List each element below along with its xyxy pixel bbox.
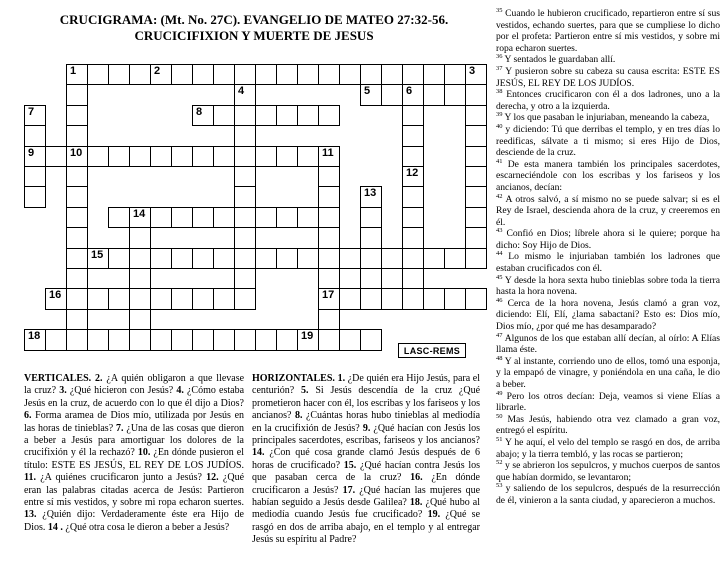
crossword-cell[interactable] [402,227,424,248]
crossword-cell[interactable] [234,146,256,167]
crossword-cell[interactable] [171,288,193,309]
crossword-cell[interactable] [213,248,235,269]
crossword-cell[interactable] [465,166,487,187]
crossword-cell[interactable] [360,248,382,269]
verse [496,298,720,333]
crossword-cell[interactable] [318,186,340,207]
verse-number: 48 [496,354,503,362]
crossword-cell[interactable] [234,248,256,269]
crossword-cell[interactable] [381,288,403,309]
verse-text: Y sentados le guardaban allí. [502,54,616,66]
clue-number: 5. [301,385,309,397]
verse-text: Y al instante, corriendo uno de ellos, tomó una esponja, y la empapó de vinagre, y poniéndola en una caña, le dio a beber. [496,355,720,390]
crossword-cell[interactable] [234,268,256,289]
crossword-cell[interactable] [318,166,340,187]
crossword-clue-number: 14 [133,207,146,220]
crossword-clue-number: 6 [406,85,413,98]
crossword-cell[interactable] [213,105,235,126]
verse-text: Algunos de los que estaban allí decían, al oírlo: A Elías llama éste. [496,332,720,356]
clue-text: ¿En dónde crucificaron a Jesús? [252,472,480,496]
verse-number: 37 [496,64,503,72]
verse-text: Cuando le hubieron crucificado, repartieron entre sí sus vestidos, echando suertes, para que se cumpliese lo dicho por el profeta: Partieron entre sí mis vestidos, y sobre mi ropa echaron suertes. [496,8,720,54]
verse-number: 51 [496,435,503,443]
verse [496,460,720,483]
crossword-cell[interactable] [402,248,424,269]
clue-text: ¿Una de las cosas que dieron a beber a Jesús para amortiguar los dolores de la crucifixión y él la rechazó? [24,422,245,459]
crossword-cell[interactable] [318,309,340,330]
verse-text: y saliendo de los sepulcros, después de la resurrección de él, vinieron a la santa ciudad, y aparecieron a muchos. [496,483,720,506]
crossword-cell[interactable] [66,288,88,309]
crossword-cell[interactable] [234,105,256,126]
clue-text: ¿En dónde pusieron el título: ESTE ES JESÚS, EL REY DE LOS JUDÍOS. [24,447,245,471]
crossword-cell[interactable] [339,329,361,350]
clue-number: 15. [343,459,357,471]
crossword-cell[interactable] [66,309,88,330]
crossword-cell[interactable] [255,146,277,167]
clue-number: 14 . [47,521,63,533]
crossword-clue-number: 5 [364,85,371,98]
crossword-cell[interactable] [339,64,361,85]
crossword-clue-number: 12 [406,167,419,179]
clue-number: 2. [95,373,103,384]
publisher-logo: LASC-REMS [398,343,466,358]
crossword-cell[interactable] [255,329,277,350]
crossword-cell[interactable] [234,64,256,85]
crossword-cell[interactable] [465,186,487,207]
verse-text: Y los que pasaban le injuriaban, meneando la cabeza, [502,112,710,124]
clue-number: 1. [337,373,346,384]
clue-text: ¿Qué eran las palabras citadas acerca de Jesús: Partieron entre sí mis vestidos, y sobre mi ropa echaron suertes. [24,472,245,509]
crossword-cell[interactable] [402,146,424,167]
crossword-cell[interactable] [318,268,340,289]
crossword-cell[interactable] [45,329,67,350]
crossword-cell[interactable] [360,186,382,207]
verse-text: Y he aquí, el velo del templo se rasgó en dos, de arriba abajo; y la tierra tembló, y las rocas se partieron; [496,436,720,460]
crossword-cell[interactable] [213,146,235,167]
crossword-cell[interactable] [402,288,424,309]
verse [496,437,720,460]
verse-text: Mas Jesús, habiendo otra vez clamado a gran voz, entregó el espíritu. [496,413,720,437]
crossword-cell[interactable] [87,146,109,167]
crossword-cell[interactable] [423,288,445,309]
clue-number: 3. [59,385,67,397]
crossword-clue-number: 8 [196,105,203,118]
crossword-cell[interactable] [276,146,298,167]
crossword-cell[interactable] [129,268,151,289]
crossword-cell[interactable] [108,329,130,350]
crossword-cell[interactable] [87,329,109,350]
crossword-cell[interactable] [318,248,340,269]
crossword-cell[interactable] [129,248,151,269]
crossword-cell[interactable] [87,248,109,269]
crossword-cell[interactable] [24,105,46,126]
verse-number: 40 [496,122,503,130]
clue-number: 16. [410,472,423,484]
crossword-cell[interactable] [423,84,445,105]
crossword-grid [24,64,488,350]
crossword-cell[interactable] [234,227,256,248]
clue-text: ¿Qué hacían con Jesús los principales sacerdotes, escribas, fariseos y los ancianos? [252,422,481,447]
clue-number: 11. [24,472,36,484]
crossword-cell[interactable] [192,288,214,309]
crossword-cell[interactable] [87,64,109,85]
verse-number: 45 [496,273,503,281]
crossword-cell[interactable] [255,248,277,269]
clue-text: ¿Qué otra cosa le dieron a beber a Jesús? [65,521,230,533]
crossword-cell[interactable] [150,329,172,350]
clue-text: Si Jesús descendía de la cruz ¿Qué prometieron hacer con él, los escribas y los fariseos y los ancianos? [252,385,481,422]
crossword-cell[interactable] [360,288,382,309]
worksheet-title: CRUCIGRAMA: (Mt. No. 27C). EVANGELIO DE MATEO 27:32-56. [59,12,449,27]
verse-text: Entonces crucificaron con él a dos ladrones, uno a la derecha, y otro a la izquierda. [496,89,720,112]
verse-number: 39 [496,111,503,119]
crossword-cell[interactable] [297,248,319,269]
crossword-cell[interactable] [24,186,46,207]
verse-text: Lo mismo le injuriaban también los ladrones que estaban crucificados con él. [496,251,720,275]
verse [496,54,720,66]
crossword-cell[interactable] [276,207,298,228]
verse [496,333,720,356]
crossword-cell[interactable] [150,248,172,269]
crossword-cell[interactable] [465,248,487,269]
crossword-cell[interactable] [66,105,88,126]
crossword-cell[interactable] [234,207,256,228]
verse [496,275,720,298]
crossword-cell[interactable] [444,248,466,269]
crossword-cell[interactable] [234,84,256,105]
verse-number: 46 [496,296,503,304]
crossword-cell[interactable] [318,207,340,228]
crossword-cell[interactable] [360,207,382,228]
crossword-cell[interactable] [24,146,46,167]
crossword-cell[interactable] [297,105,319,126]
crossword-cell[interactable] [108,146,130,167]
crossword-cell[interactable] [213,329,235,350]
crossword-cell[interactable] [234,288,256,309]
crossword-cell[interactable] [318,227,340,248]
verse [496,356,720,391]
crossword-cell[interactable] [360,268,382,289]
crossword-cell[interactable] [402,268,424,289]
crossword-cell[interactable] [171,64,193,85]
crossword-cell[interactable] [465,227,487,248]
verse-number: 35 [496,6,503,14]
crossword-cell[interactable] [234,186,256,207]
verse-number: 47 [496,331,503,339]
crossword-cell[interactable] [24,329,46,350]
crossword-cell[interactable] [465,125,487,146]
clue-number: 10. [137,447,151,459]
clue-number: 14. [252,447,265,459]
verse-text: Confió en Dios; líbrele ahora si le quiere; porque ha dicho: Soy Hijo de Dios. [496,228,720,251]
verse-text: y se abrieron los sepulcros, y muchos cuerpos de santos que habían dormido, se levantaron; [496,460,720,483]
crossword-cell[interactable] [171,146,193,167]
crossword-cell[interactable] [465,288,487,309]
crossword-clue-number: 2 [154,65,161,77]
crossword-cell[interactable] [297,64,319,85]
crossword-cell[interactable] [402,207,424,228]
crossword-cell[interactable] [318,288,340,309]
verse [496,414,720,437]
crossword-cell[interactable] [360,227,382,248]
verse [496,251,720,274]
crossword-clue-number: 4 [238,85,245,98]
verse-text: Y desde la hora sexta hubo tinieblas sobre toda la tierra hasta la hora novena. [496,274,720,298]
crossword-cell[interactable] [171,329,193,350]
crossword-clue-number: 10 [70,146,83,159]
crossword-cell[interactable] [66,84,88,105]
clue-text: Forma aramea de Dios mío, utilizada por Jesús en las horas de tinieblas? [24,410,245,434]
clue-text: ¿Qué hacían las mujeres que habían seguido a Jesús desde Galilea? [252,484,481,509]
crossword-cell[interactable] [444,288,466,309]
crossword-cell[interactable] [234,329,256,350]
verse-number: 49 [496,389,503,397]
crossword-cell[interactable] [129,207,151,228]
clue-text: ¿A quién obligaron a que llevase la cruz? [24,373,245,397]
verse [496,8,720,54]
clue-heading: HORIZONTALES. [252,373,335,384]
crossword-cell[interactable] [66,248,88,269]
crossword-cell[interactable] [129,309,151,330]
verse-number: 42 [496,192,503,200]
clue-heading: VERTICALES. [24,373,92,384]
crossword-cell[interactable] [234,125,256,146]
crossword-cell[interactable] [87,288,109,309]
verse [496,124,720,159]
verse-number: 53 [496,482,503,490]
crossword-cell[interactable] [150,64,172,85]
crossword-cell[interactable] [444,64,466,85]
crossword-cell[interactable] [339,248,361,269]
verse-number: 44 [496,250,503,258]
crossword-cell[interactable] [129,64,151,85]
crossword-cell[interactable] [297,207,319,228]
crossword-cell[interactable] [66,207,88,228]
crossword-cell[interactable] [276,329,298,350]
crossword-cell[interactable] [339,288,361,309]
crossword-cell[interactable] [192,64,214,85]
crossword-clue-number: 19 [301,330,314,343]
verse [496,483,720,506]
crossword-cell[interactable] [234,166,256,187]
crossword-cell[interactable] [66,186,88,207]
crossword-cell[interactable] [66,125,88,146]
verse-text: Cerca de la hora novena, Jesús clamó a gran voz, diciendo: Elí, Elí, ¿lama sabactani? Esto es: Dios mío, Dios mío, ¿por qué me has desamparado? [496,297,720,333]
crossword-cell[interactable] [423,64,445,85]
verse [496,228,720,251]
crossword-cell[interactable] [465,146,487,167]
crossword-cell[interactable] [45,146,67,167]
clue-text: ¿De quién era Hijo Jesús, para el centurión? [252,373,481,397]
crossword-cell[interactable] [171,207,193,228]
verse [496,66,720,89]
crossword-cell[interactable] [423,248,445,269]
crossword-cell[interactable] [192,329,214,350]
crossword-cell[interactable] [402,125,424,146]
crossword-cell[interactable] [402,186,424,207]
crossword-cell[interactable] [45,288,67,309]
crossword-cell[interactable] [150,207,172,228]
verse [496,391,720,414]
horizontal-clues [252,373,480,547]
crossword-cell[interactable] [360,329,382,350]
crossword-clue-number: 13 [364,187,377,200]
crossword-cell[interactable] [150,288,172,309]
clue-number: 7. [116,422,124,434]
crossword-cell[interactable] [381,248,403,269]
crossword-cell[interactable] [276,64,298,85]
verse [496,89,720,112]
crossword-cell[interactable] [24,125,46,146]
crossword-cell[interactable] [66,166,88,187]
verse-number: 52 [496,458,503,466]
crossword-cell[interactable] [318,105,340,126]
clue-number: 17. [342,484,356,496]
crossword-cell[interactable] [192,207,214,228]
crossword-cell[interactable] [465,105,487,126]
crossword-clue-number: 7 [28,105,35,118]
crossword-clue-number: 15 [91,248,104,261]
crossword-cell[interactable] [192,105,214,126]
clue-text: ¿Qué se rasgó en dos de arriba abajo, en el templo y al entregar Jesús su espíritu al Padre? [252,509,481,546]
clue-number: 13. [24,509,37,521]
crossword-cell[interactable] [192,248,214,269]
crossword-clue-number: 11 [322,146,334,159]
clue-text: ¿Qué hubo al mediodía cuando Jesús fue crucificado? [252,497,481,521]
crossword-cell[interactable] [360,64,382,85]
verse-number: 43 [496,227,503,235]
verse [496,159,720,194]
crossword-cell[interactable] [360,84,382,105]
crossword-cell[interactable] [465,84,487,105]
verse [496,194,720,229]
crossword-cell[interactable] [192,146,214,167]
clue-text: ¿Quién dijo: Verdaderamente éste era Hijo de Dios. [24,509,245,533]
crossword-cell[interactable] [318,64,340,85]
crossword-cell[interactable] [444,84,466,105]
crossword-clue-number: 16 [49,289,62,302]
crossword-clue-number: 17 [322,289,335,302]
crossword-cell[interactable] [465,207,487,228]
verse-text: y diciendo: Tú que derribas el templo, y en tres días lo reedificas, sálvate a ti mismo; si eres Hijo de Dios, desciende de la cruz. [496,123,720,159]
verse-number: 36 [496,53,503,61]
crossword-cell[interactable] [381,84,403,105]
crossword-cell[interactable] [255,207,277,228]
crossword-cell[interactable] [213,288,235,309]
clue-number: 4. [176,385,184,397]
crossword-cell[interactable] [402,105,424,126]
verse-number: 41 [496,157,503,165]
crossword-clue-number: 18 [28,330,41,343]
crossword-cell[interactable] [108,288,130,309]
crossword-cell[interactable] [66,64,88,85]
crossword-cell[interactable] [255,64,277,85]
crossword-cell[interactable] [66,329,88,350]
crossword-cell[interactable] [108,248,130,269]
crossword-clue-number: 9 [28,146,35,159]
crossword-cell[interactable] [129,329,151,350]
crossword-clue-number: 3 [469,65,476,77]
crossword-cell[interactable] [213,64,235,85]
crossword-cell[interactable] [255,105,277,126]
clue-number: 8. [294,410,303,422]
clue-number: 9. [362,422,371,434]
clue-text: ¿A quiénes crucificaron junto a Jesús? [40,472,202,484]
crossword-cell[interactable] [318,329,340,350]
crossword-cell[interactable] [297,329,319,350]
crossword-cell[interactable] [150,146,172,167]
clue-text: ¿Qué hacían contra Jesús los que pasaban cerca de la cruz? [252,459,481,484]
crossword-cell[interactable] [318,146,340,167]
crossword-cell[interactable] [402,64,424,85]
crossword-cell[interactable] [402,166,424,187]
crossword-cell[interactable] [465,64,487,85]
vertical-clues [24,373,244,534]
crossword-cell[interactable] [66,146,88,167]
crossword-cell[interactable] [171,248,193,269]
crossword-cell[interactable] [129,288,151,309]
crossword-clue-number: 1 [70,65,77,77]
verse-text: Y pusieron sobre su cabeza su causa escrita: ESTE ES JESÚS, EL REY DE LOS JUDÍOS. [496,65,720,89]
clue-text: ¿Cuántas horas hubo tinieblas al mediodía en la crucifixión de Jesús? [252,410,481,434]
crossword-cell[interactable] [276,248,298,269]
verse-text: De esta manera también los principales sacerdotes, escarneciéndole con los escribas y los fariseos y los ancianos, decían: [496,158,720,193]
clue-text: ¿Qué hicieron con Jesús? [69,385,174,397]
crossword-cell[interactable] [129,146,151,167]
verse-number: 38 [496,87,503,95]
clue-number: 12. [206,472,219,484]
crossword-cell[interactable] [24,166,46,187]
crossword-cell[interactable] [381,64,403,85]
crossword-cell[interactable] [276,105,298,126]
crossword-cell[interactable] [129,227,151,248]
crossword-cell[interactable] [108,207,130,228]
crossword-cell[interactable] [297,146,319,167]
crossword-cell[interactable] [402,84,424,105]
crossword-cell[interactable] [66,268,88,289]
verse-text: Pero los otros decían: Deja, veamos si viene Elías a librarle. [496,390,720,414]
clue-text: ¿Cómo estaba Jesús en la cruz, de acuerdo con lo que él dijo a Dios? [24,385,245,409]
verse-number: 50 [496,412,503,420]
crossword-cell[interactable] [66,227,88,248]
crossword-cell[interactable] [213,207,235,228]
worksheet-subtitle: CRUCICIFIXION Y MUERTE DE JESUS [134,28,374,43]
clue-number: 19. [427,509,441,521]
crossword-cell[interactable] [108,64,130,85]
verse [496,112,720,124]
clue-number: 6. [24,410,32,422]
verse-text: A otros salvó, a sí mismo no se puede salvar; si es el Rey de Israel, descienda ahora de la cruz, y creeremos en él. [496,193,720,228]
scripture-passage [496,8,720,507]
clue-text: ¿Con qué cosa grande clamó Jesús después de 6 horas de crucificado? [252,447,481,471]
clue-number: 18. [409,497,423,509]
